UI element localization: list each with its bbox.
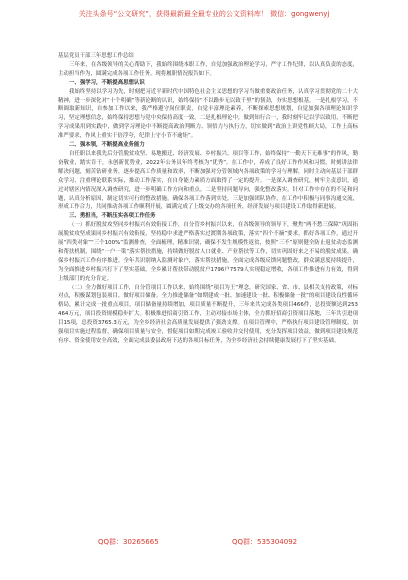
body-paragraph: （二）全力做好项目工作，自分管项目工作以来，始终围绕“项目为王”理念，研究国家、省、市、县相关支持政策，对标对点，积极谋划包装项目，做好项目储备。全力推进储备“如期建成一批、加速建设一批、积极储备一批”的项目建设良性循环格局，累计完成一批重点项目，项目储备量持续增加，项目质量不断提升，三年来共完成各类项目466件，总投资额达到253464万元，项目投资规模稳步扩大。积极推进招商引资工作，主动对接市场主体，全力抓好招商引资项目落地，三年共引进项目15项，总投资3765.3万元，为全乡经济社会高质量发展提供了强劲支撑。在项目管理中，严格执行项目建设管理制度，加强项目实施过程监督，确保项目质量与安全，督促项目如期完成竣工验收并交付使用，充分发挥项目效益，做到项目建设规范有序、资金使用安全高效，全面完成县委县政府下达的各项目标任务，为全乡经济社会持续健康发展打下了坚实基础。 <box>58 284 358 344</box>
document-title: 基层党员干部三年思想工作总结 <box>58 53 134 59</box>
promo-banner-line: 关注头条号“公文研究”，获得最新最全最专业的公文资料库！ 微信：gongwenyj <box>78 10 330 18</box>
body-paragraph: 自任职以来我先后分管脱贫攻坚、易地搬迁、经济发展、乡村振兴、项目等工作，始终保持“一勤天下无难事”的作风，勤奋敬业，踏实肯干，永创新优势业，2022年公务员年终考核为“优秀”。在工作中，养成了良好工作作风和习惯，时刻讲法律解决问题，刻苦钻研业务，逐步提高工作质量和效率，不断加强对分管领域内各项政策的学习与理解，同时主动向基层干部群众学习，注重理论联系实际，推动工作落实，在自身能力素质方面取得了一定的提升。一是深入调查研究，树牢主责意识，通过对辖区内情况深入调查研究，进一步明确工作方向和重点。二是坚持问题导向，强化整改落实，针对工作中存在的不足和问题，认真分析原因，制定切实可行的整改措施，确保各项工作落到实处。三是加强团队协作，在工作中积极与同事沟通交流，形成工作合力，共同推动各项工作顺利开展，圆满完成了上级交办的各项任务，经济发展与项目建设工作取得新进展。 <box>58 150 358 211</box>
body-paragraph: （一）抓好脱贫攻坚同乡村振兴有效衔接工作，自分管乡村振兴以来，在各级领导的领导下，聚焦“两不愁三保障”巩固拓展脱贫攻坚成果同乡村振兴有效衔接，坚持稳中求进严格落实过渡期各项政策，落实“四个不摘”要求，抓好各项工作，通过开展“四类对象”“三个100%”监测排查，全面梳理，精准识别，确保不发生规模性返贫，按照“三不”原则健全防止返贫动态监测和帮扶机制，围绕“一户一策”落实帮扶措施，持续做好脱贫人口就业、产业帮扶等工作，切实巩固好来之不易的脱贫成果，确保乡村振兴工作有序推进。全年共识别纳入监测对象户，落实帮扶措施，全面完成各级反馈问题整改，群众满意度持续提升，为全面推进乡村振兴打下了坚实基础，全乡累计帮扶带动脱贫户1796户7579人实现稳定增收，各项工作推进有力有效，得到上级部门的充分肯定。 <box>58 222 358 282</box>
body-paragraph: 我始终坚持以学习为先，时刻把习近平新时代中国特色社会主义思想的学习当做重要政治任务，认真学习贯彻党的二十大精神，进一步深化对“十个明确”等新论断的认识，始终保持“不以路步无以致千里”的韧劲，夯实思想根基。一是扎根学习，不断调取新知识，自参加工作以来，我严格遵守岗位职责，自觉丰富理论素养，不断探索思想规划，自觉加强各项理论知识学习，坚定理想信念，始终保持思想与党中央保持高度一致。二是扎根理论中，做到知行合一，我时刻牢记以学以致用，不断把学习成果用到实践中，做到学习理论中不断提高政治判断力、领悟力与执行力，切实做到“政治上讲党性顾大局，工作上高标准严要求，作风上重实干倍浮夸，纪律上守小节不逾矩”。 <box>58 88 358 140</box>
document-body <box>58 52 358 346</box>
footer-qq-group-1: QQ群：30265665 <box>98 538 159 546</box>
promo-banner <box>0 10 408 19</box>
footer-qq-group-2: QQ群：535304092 <box>232 538 298 546</box>
section-heading: 一、强学习，不断提高思想认识 <box>69 79 145 86</box>
footer-contacts <box>0 537 408 549</box>
section-heading: 三、勇担当，不断压实各项工作任务 <box>69 213 156 220</box>
body-paragraph: 三年来，在各级领导的关心帮助下，我始终围绕本职工作，自觉加强政治理论学习，严守工作纪律，以认真负责的态度，主动担当作为，圆满完成各项工作任务。现将履职情况报告如下。 <box>58 61 358 77</box>
section-heading: 二、强本领，不断提高业务能力 <box>69 142 145 149</box>
